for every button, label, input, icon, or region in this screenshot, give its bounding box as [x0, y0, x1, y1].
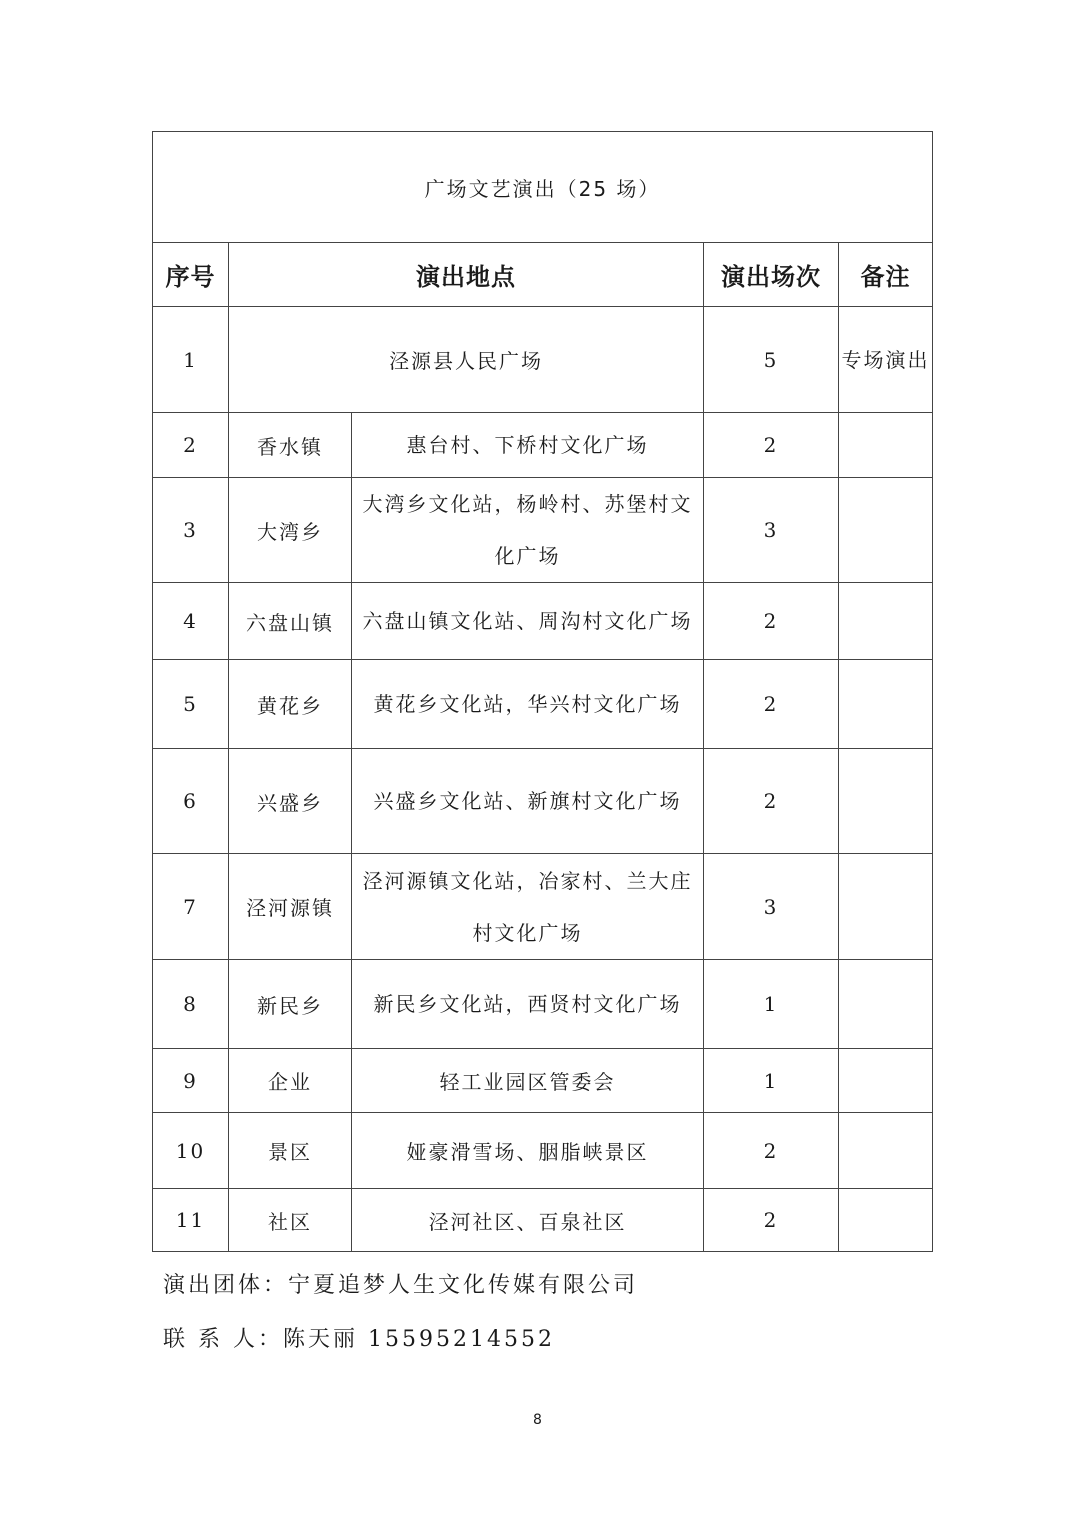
- header-location: 演出地点: [229, 243, 704, 307]
- table-row: [153, 478, 933, 583]
- row-area: 企业: [229, 1049, 352, 1113]
- row-area: 香水镇: [229, 413, 352, 478]
- row-index: 7: [153, 854, 229, 960]
- row-index: 4: [153, 583, 229, 660]
- table-row: [153, 854, 933, 960]
- row-count: 1: [704, 960, 839, 1049]
- table-header-row: [153, 243, 933, 307]
- table-row: [153, 583, 933, 660]
- row-location: 娅豪滑雪场、胭脂峡景区: [352, 1113, 704, 1189]
- page-number: 8: [533, 1412, 542, 1428]
- row-count: 5: [704, 307, 839, 413]
- row-area: 大湾乡: [229, 478, 352, 583]
- row-count: 1: [704, 1049, 839, 1113]
- row-area: 新民乡: [229, 960, 352, 1049]
- table-row: [153, 1113, 933, 1189]
- row-location: 泾河源镇文化站，冶家村、兰大庄村文化广场: [352, 854, 704, 960]
- header-count: 演出场次: [704, 243, 839, 307]
- row-index: 9: [153, 1049, 229, 1113]
- row-note: [839, 478, 933, 583]
- contact-person: 联 系 人：陈天丽 15595214552: [163, 1327, 555, 1352]
- row-index: 5: [153, 660, 229, 749]
- row-index: 3: [153, 478, 229, 583]
- row-area: 社区: [229, 1189, 352, 1252]
- table-row: [153, 1189, 933, 1252]
- row-note: 专场演出: [839, 307, 933, 413]
- row-note: [839, 413, 933, 478]
- row-count: 2: [704, 583, 839, 660]
- row-note: [839, 749, 933, 854]
- row-count: 2: [704, 413, 839, 478]
- table-row: [153, 960, 933, 1049]
- row-note: [839, 660, 933, 749]
- row-index: 6: [153, 749, 229, 854]
- row-area: 泾河源镇: [229, 854, 352, 960]
- row-area: 黄花乡: [229, 660, 352, 749]
- row-area: 兴盛乡: [229, 749, 352, 854]
- row-location: 兴盛乡文化站、新旗村文化广场: [352, 749, 704, 854]
- table-row: [153, 1049, 933, 1113]
- header-note: 备注: [839, 243, 933, 307]
- row-note: [839, 854, 933, 960]
- row-location: 轻工业园区管委会: [352, 1049, 704, 1113]
- row-index: 2: [153, 413, 229, 478]
- row-note: [839, 1189, 933, 1252]
- table-row: [153, 307, 933, 413]
- table-title: 广场文艺演出（25 场）: [153, 132, 933, 243]
- row-location: 泾源县人民广场: [229, 307, 704, 413]
- row-location: 大湾乡文化站，杨岭村、苏堡村文化广场: [352, 478, 704, 583]
- row-index: 11: [153, 1189, 229, 1252]
- row-count: 2: [704, 749, 839, 854]
- row-count: 2: [704, 1189, 839, 1252]
- row-note: [839, 1113, 933, 1189]
- table-row: [153, 660, 933, 749]
- row-index: 1: [153, 307, 229, 413]
- row-location: 惠台村、下桥村文化广场: [352, 413, 704, 478]
- row-note: [839, 960, 933, 1049]
- row-count: 3: [704, 854, 839, 960]
- performance-troupe: 演出团体：宁夏追梦人生文化传媒有限公司: [163, 1273, 639, 1298]
- row-count: 2: [704, 1113, 839, 1189]
- row-location: 泾河社区、百泉社区: [352, 1189, 704, 1252]
- row-area: 六盘山镇: [229, 583, 352, 660]
- row-count: 3: [704, 478, 839, 583]
- row-index: 8: [153, 960, 229, 1049]
- row-area: 景区: [229, 1113, 352, 1189]
- row-location: 新民乡文化站，西贤村文化广场: [352, 960, 704, 1049]
- table-row: [153, 413, 933, 478]
- row-note: [839, 583, 933, 660]
- performance-table: [152, 131, 933, 1252]
- row-location: 黄花乡文化站，华兴村文化广场: [352, 660, 704, 749]
- row-location: 六盘山镇文化站、周沟村文化广场: [352, 583, 704, 660]
- row-count: 2: [704, 660, 839, 749]
- row-note: [839, 1049, 933, 1113]
- header-index: 序号: [153, 243, 229, 307]
- table-row: [153, 749, 933, 854]
- row-index: 10: [153, 1113, 229, 1189]
